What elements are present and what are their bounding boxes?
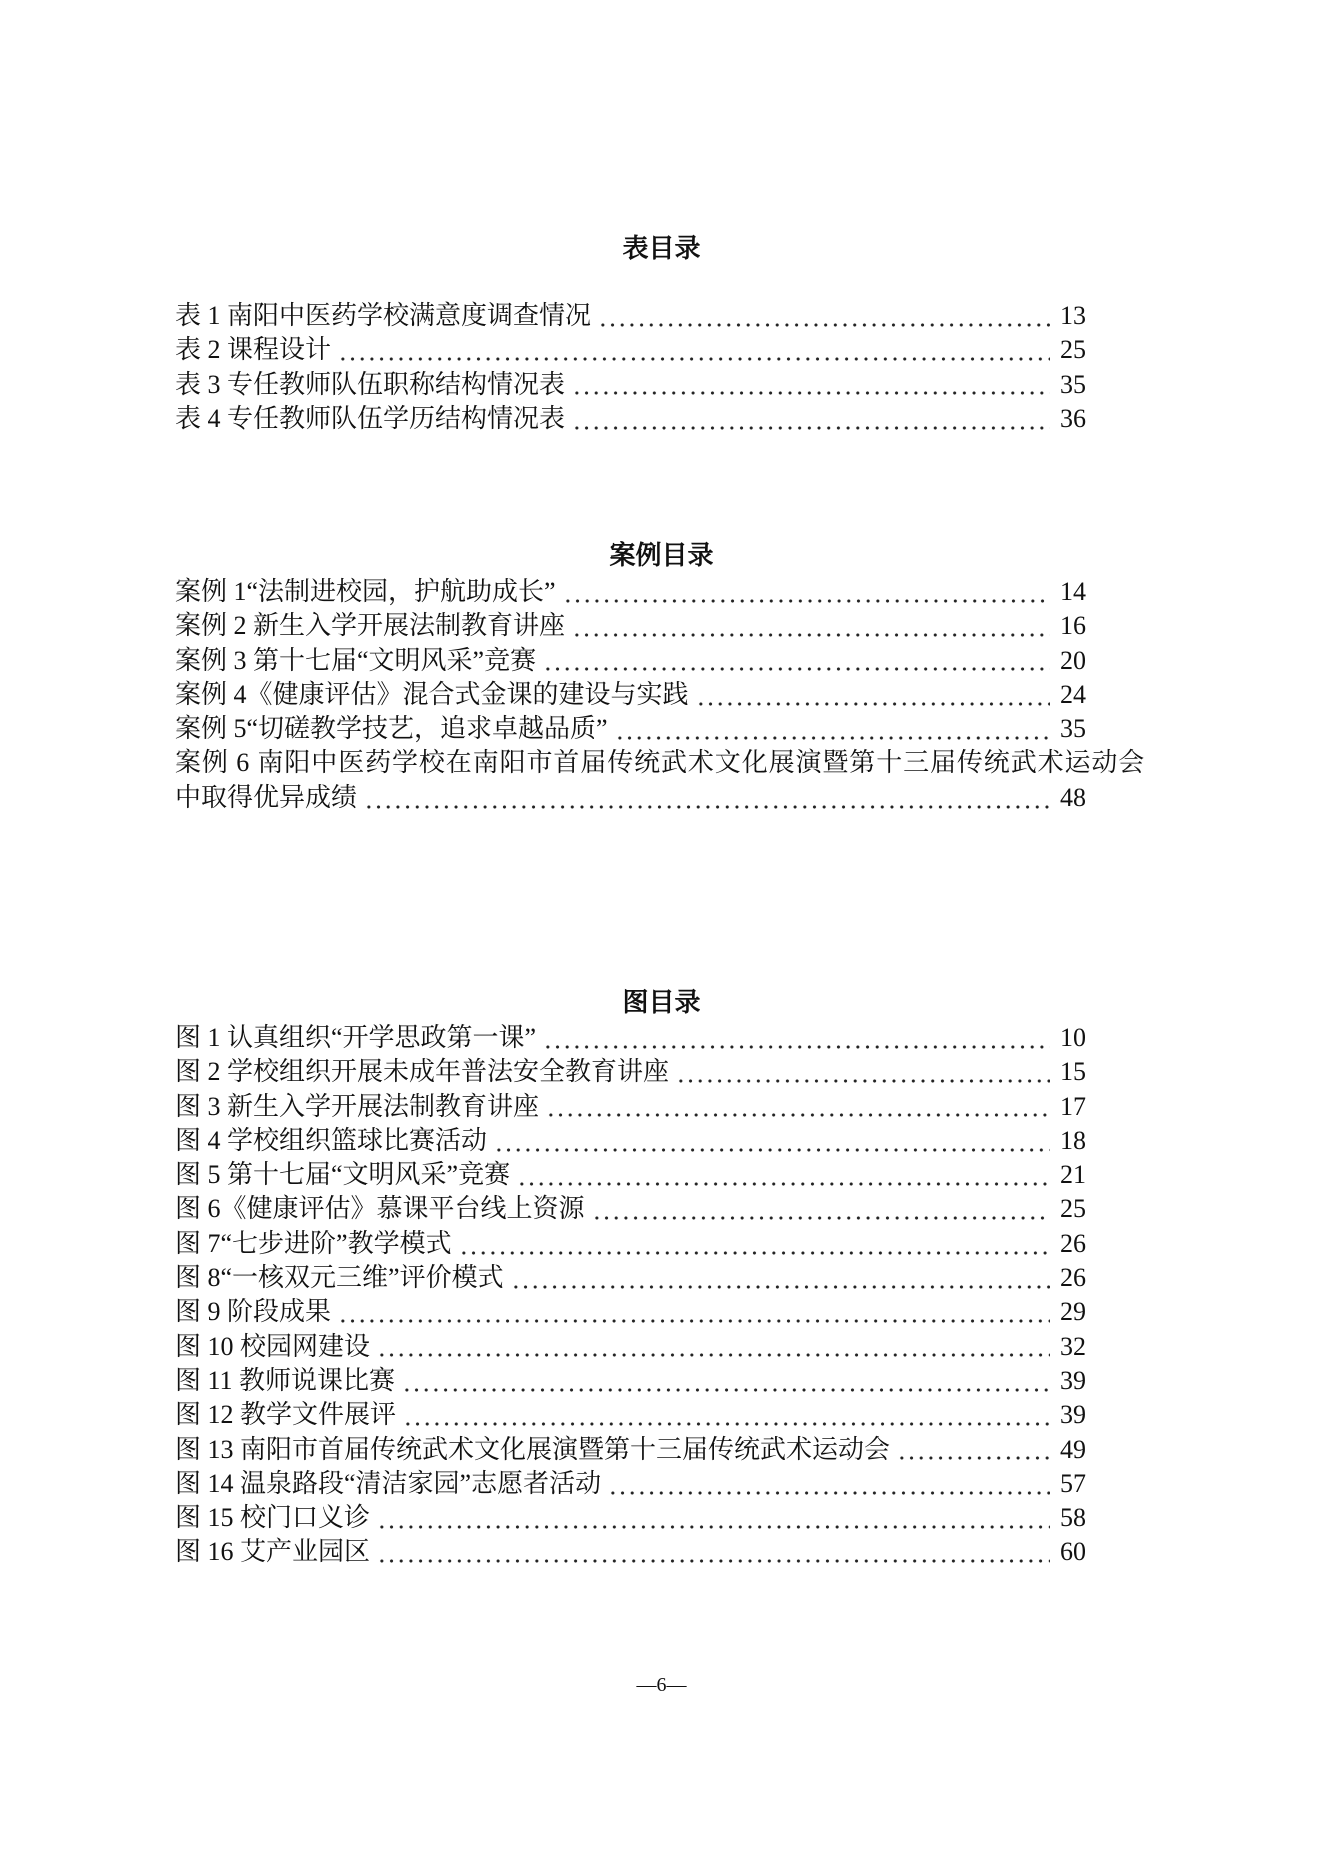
entry-page-number: 25 (1060, 1194, 1086, 1224)
entry-title: 图 6《健康评估》慕课平台线上资源 (175, 1194, 585, 1224)
toc-entry (175, 1433, 1086, 1467)
entry-title: 图 15 校门口义诊 (175, 1503, 371, 1533)
entry-title: 图 4 学校组织篮球比赛活动 (175, 1125, 488, 1155)
toc-entry (175, 1055, 1086, 1089)
toc-entry (175, 1398, 1086, 1432)
toc-entry (175, 1192, 1086, 1226)
page-number: —6— (636, 1674, 687, 1696)
entry-page-number: 32 (1060, 1331, 1086, 1361)
cases-index-heading: 案例目录 (609, 541, 714, 570)
dot-leader (511, 1261, 1050, 1295)
entry-title: 图 3 新生入学开展法制教育讲座 (175, 1091, 540, 1121)
entry-title: 图 13 南阳市首届传统武术文化展演暨第十三届传统武术运动会 (175, 1434, 891, 1464)
toc-entry (175, 1467, 1086, 1501)
entry-page-number: 49 (1060, 1434, 1086, 1464)
entry-page-number: 29 (1060, 1297, 1086, 1327)
entry-page-number: 58 (1060, 1503, 1086, 1533)
entry-title: 图 12 教学文件展评 (175, 1400, 397, 1430)
dot-leader (402, 1364, 1050, 1398)
toc-entry (175, 1535, 1086, 1569)
entry-page-number: 39 (1060, 1400, 1086, 1430)
entry-title: 案例 2 新生入学开展法制教育讲座 (175, 611, 566, 641)
toc-entry (175, 1158, 1086, 1192)
dot-leader (377, 1501, 1050, 1535)
entry-title: 表 1 南阳中医药学校满意度调查情况 (175, 301, 592, 330)
dot-leader (572, 402, 1050, 436)
entry-title: 案例 5“切磋教学技艺，追求卓越品质” (175, 714, 608, 744)
entry-title: 图 5 第十七届“文明风采”竞赛 (175, 1160, 511, 1190)
entry-page-number: 13 (1060, 301, 1086, 330)
dot-leader (459, 1227, 1050, 1261)
entry-page-number: 20 (1060, 645, 1086, 675)
entry-title: 图 7“七步进阶”教学模式 (175, 1228, 452, 1258)
toc-entry (175, 1295, 1086, 1329)
dot-leader (608, 1467, 1050, 1501)
dot-leader (377, 1330, 1050, 1364)
entry-page-number: 57 (1060, 1468, 1086, 1498)
toc-entry (175, 609, 1086, 643)
entry-title: 图 1 认真组织“开学思政第一课” (175, 1023, 537, 1052)
toc-entry (175, 712, 1086, 746)
toc-entry (175, 333, 1086, 367)
tables-index-list (175, 299, 1086, 436)
toc-entry (175, 1124, 1086, 1158)
entry-page-number: 35 (1060, 714, 1086, 744)
entry-page-number: 35 (1060, 369, 1086, 399)
entry-page-number: 36 (1060, 403, 1086, 433)
dot-leader (897, 1433, 1050, 1467)
toc-entry (175, 1227, 1086, 1261)
dot-leader (572, 609, 1050, 643)
entry-page-number: 15 (1060, 1057, 1086, 1087)
toc-entry (175, 1501, 1086, 1535)
entry-page-number: 10 (1060, 1023, 1086, 1052)
toc-entry (175, 1261, 1086, 1295)
toc-entry (175, 402, 1086, 436)
entry-title: 表 3 专任教师队伍职称结构情况表 (175, 369, 566, 399)
dot-leader (563, 575, 1050, 609)
tables-index-heading: 表目录 (622, 234, 701, 263)
entry-title: 图 16 艾产业园区 (175, 1537, 371, 1567)
toc-entry (175, 368, 1086, 402)
dot-leader (696, 678, 1050, 712)
entry-title: 案例 4《健康评估》混合式金课的建设与实践 (175, 679, 689, 709)
entry-title: 表 2 课程设计 (175, 335, 332, 365)
entry-page-number: 26 (1060, 1228, 1086, 1258)
entry-title-continuation: 中取得优异成绩 (175, 782, 358, 812)
dot-leader (592, 1192, 1050, 1226)
figures-index-heading: 图目录 (622, 988, 701, 1017)
dot-leader (598, 299, 1050, 333)
dot-leader (494, 1124, 1050, 1158)
entry-title: 图 9 阶段成果 (175, 1297, 332, 1327)
entry-title: 图 10 校园网建设 (175, 1331, 371, 1361)
toc-entry (175, 1090, 1086, 1124)
dot-leader (377, 1535, 1050, 1569)
entry-title: 图 14 温泉路段“清洁家园”志愿者活动 (175, 1468, 602, 1498)
toc-entry (175, 299, 1086, 333)
entry-title: 图 11 教师说课比赛 (175, 1365, 396, 1395)
dot-leader (338, 1295, 1050, 1329)
entry-title: 表 4 专任教师队伍学历结构情况表 (175, 403, 566, 433)
entry-page-number: 21 (1060, 1160, 1086, 1190)
entry-page-number: 24 (1060, 679, 1086, 709)
dot-leader (615, 712, 1050, 746)
entry-page-number: 17 (1060, 1091, 1086, 1121)
toc-entry (175, 575, 1086, 609)
entry-title: 案例 1“法制进校园，护航助成长” (175, 577, 556, 606)
entry-page-number: 25 (1060, 335, 1086, 365)
dot-leader (403, 1398, 1050, 1432)
toc-entry (175, 1330, 1086, 1364)
entry-title-first-line: 案例 6 南阳中医药学校在南阳市首届传统武术文化展演暨第十三届传统武术运动会 (175, 748, 1146, 778)
dot-leader (338, 333, 1050, 367)
entry-page-number: 39 (1060, 1365, 1086, 1395)
dot-leader (572, 368, 1050, 402)
entry-page-number: 18 (1060, 1125, 1086, 1155)
dot-leader (676, 1055, 1050, 1089)
dot-leader (546, 1090, 1050, 1124)
entry-page-number: 14 (1060, 577, 1086, 606)
toc-entry (175, 644, 1086, 678)
dot-leader (543, 1021, 1050, 1055)
toc-entry (175, 1364, 1086, 1398)
figures-index-list (175, 1021, 1086, 1570)
dot-leader (517, 1158, 1050, 1192)
entry-page-number: 26 (1060, 1263, 1086, 1293)
entry-page-number: 48 (1060, 782, 1086, 812)
entry-title: 图 2 学校组织开展未成年普法安全教育讲座 (175, 1057, 670, 1087)
toc-entry (175, 1021, 1086, 1055)
cases-index-list (175, 575, 1146, 815)
entry-page-number: 60 (1060, 1537, 1086, 1567)
entry-page-number: 16 (1060, 611, 1086, 641)
toc-entry (175, 678, 1086, 712)
entry-title: 案例 3 第十七届“文明风采”竞赛 (175, 645, 537, 675)
dot-leader (543, 644, 1050, 678)
entry-title: 图 8“一核双元三维”评价模式 (175, 1263, 504, 1293)
dot-leader (364, 781, 1050, 815)
toc-entry (175, 781, 1086, 815)
